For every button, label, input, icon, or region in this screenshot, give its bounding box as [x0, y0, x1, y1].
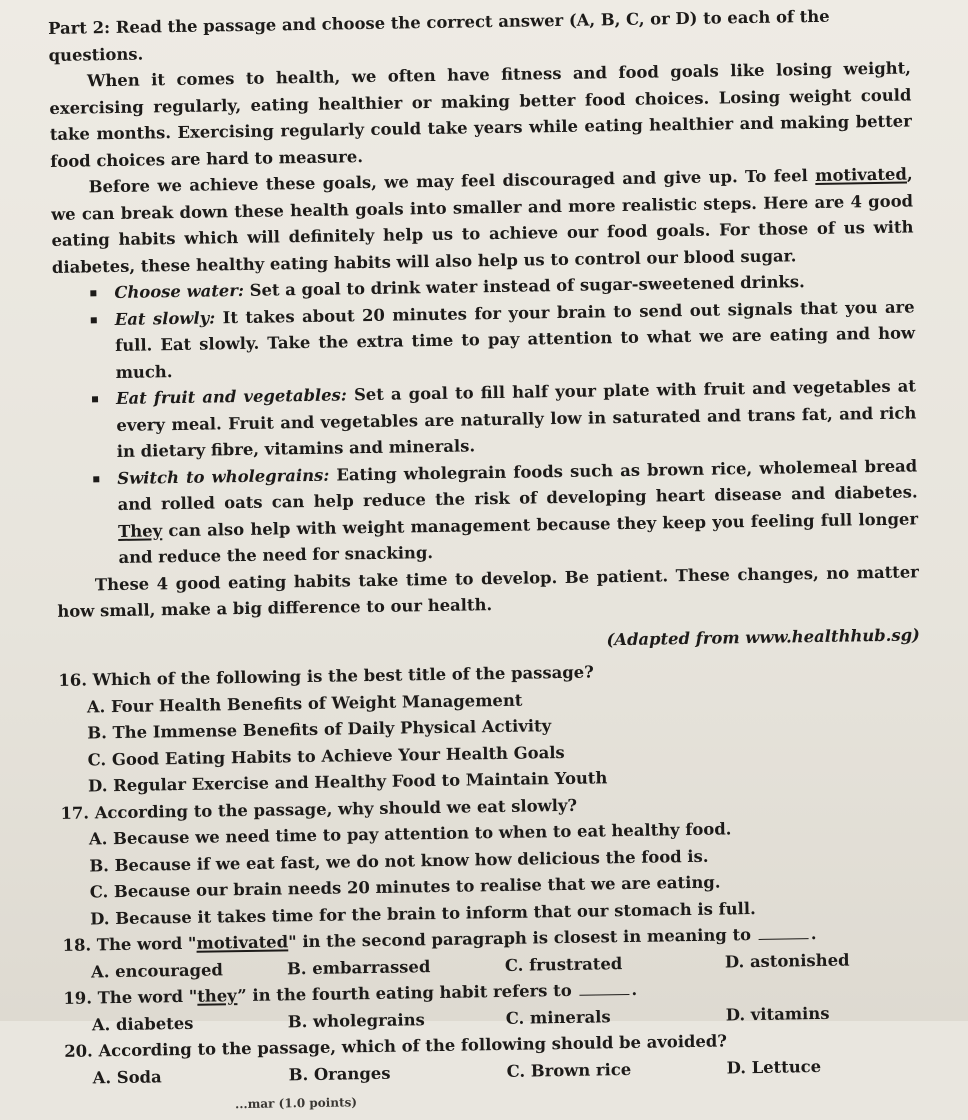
question-16-option-d: D. Regular Exercise and Healthy Food to Maintain Youth — [87, 768, 608, 796]
habit-fruit-vegetables: Eat fruit and vegetables: Set a goal to fill half your plate with fruit and vegetables at every meal. Fruit and vegetables are naturally low in saturated and trans fat, and rich in dietary fibre, vitamins and minerals. — [116, 373, 917, 465]
question-16-option-a: A. Four Health Benefits of Weight Management — [86, 690, 523, 716]
question-18-option-a: A. encouraged — [90, 959, 224, 981]
bullet-icon — [93, 476, 99, 482]
question-19-option-a: A. diabetes — [91, 1013, 194, 1034]
paragraph-2-end: , we can break down these health goals into smaller and more realistic steps. Here are 4 good eating habits which will definitely help us to achieve our food goals. For those of us with diabetes, these healthy eating habits will also help us to control our blood sugar. — [50, 164, 914, 277]
question-16-stem: 16. Which of the following is the best title of the passage? — [58, 662, 594, 690]
habit-wholegrains: Switch to wholegrains: Eating wholegrain foods such as brown rice, wholemeal bread and rolled oats can help reduce the risk of developing heart disease and diabetes. They can also help with weight management because they keep you feeling full longer and reduce the need for snacking. — [117, 453, 919, 572]
question-18-option-c: C. frustrated — [504, 953, 623, 975]
question-19-stem: 19. The word "they” in the fourth eating habit refers to . — [63, 979, 638, 1008]
question-17-stem: 17. According to the passage, why should we eat slowly? — [60, 795, 578, 823]
bullet-icon — [91, 317, 97, 323]
paragraph-2 — [50, 161, 914, 281]
question-17-option-c: C. Because our brain needs 20 minutes to realise that we are eating. — [89, 872, 721, 902]
paragraph-2-start: Before we achieve these goals, we may feel discouraged and give up. To feel — [88, 165, 816, 197]
question-19-option-c: C. minerals — [505, 1006, 611, 1028]
habit-eat-slowly: Eat slowly: It takes about 20 minutes for your brain to send out signals that you are full. Eat slowly. Take the extra time to pay attention to what we are eating and how much. — [115, 294, 916, 386]
question-17-option-d: D. Because it takes time for the brain to inform that our stomach is full. — [90, 898, 756, 928]
cutoff-section-heading: ...mar (1.0 points) — [235, 1095, 358, 1112]
paragraph-1: When it comes to health, we often have fitness and food goals like losing weight, exercising regularly, eating healthier or making better food choices. Losing weight could take months. Exercising regularly could take years while eating healthier and making better food choices are hard to measure. — [49, 58, 912, 171]
bullet-icon — [90, 290, 96, 296]
answer-blank — [579, 993, 629, 996]
question-20-option-b: B. Oranges — [288, 1063, 391, 1084]
question-16 — [58, 654, 922, 800]
source-citation: (Adapted from www.healthhub.sg) — [606, 624, 920, 649]
question-16-option-c: C. Good Eating Habits to Achieve Your Health Goals — [87, 742, 565, 769]
part-heading: Part 2: Read the passage and choose the correct answer (A, B, C, or D) to each of the questions. — [48, 6, 830, 65]
question-20-option-a: A. Soda — [92, 1066, 162, 1087]
question-17-option-a: A. Because we need time to pay attention to when to eat healthy food. — [88, 819, 732, 849]
question-18-option-d: D. astonished — [724, 950, 850, 971]
question-19-option-b: B. wholegrains — [287, 1009, 425, 1031]
question-17-option-b: B. Because if we eat fast, we do not know how delicious the food is. — [89, 846, 709, 875]
question-20-stem: 20. According to the passage, which of the following should be avoided? — [64, 1031, 728, 1061]
question-19-option-d: D. vitamins — [725, 1003, 830, 1024]
question-16-option-b: B. The Immense Benefits of Daily Physical Activity — [87, 716, 552, 743]
closing-paragraph: These 4 good eating habits take time to develop. Be patient. These changes, no matter how small, make a big difference to our health. — [57, 561, 919, 621]
eating-habits-list — [52, 267, 918, 572]
question-20-option-c: C. Brown rice — [506, 1059, 632, 1081]
reading-passage-document — [48, 2, 927, 1120]
motivated-word: motivated — [815, 164, 908, 185]
bullet-icon — [92, 396, 98, 402]
question-18-stem: 18. The word "motivated" in the second paragraph is closest in meaning to . — [62, 924, 817, 955]
question-18-option-b: B. embarrassed — [286, 956, 431, 978]
answer-blank — [759, 937, 809, 940]
they-word: They — [117, 520, 163, 541]
question-17 — [60, 787, 924, 933]
question-20-option-d: D. Lettuce — [726, 1056, 822, 1077]
habit-choose-water: Choose water: Set a goal to drink water instead of sugar-sweetened drinks. — [114, 267, 914, 306]
